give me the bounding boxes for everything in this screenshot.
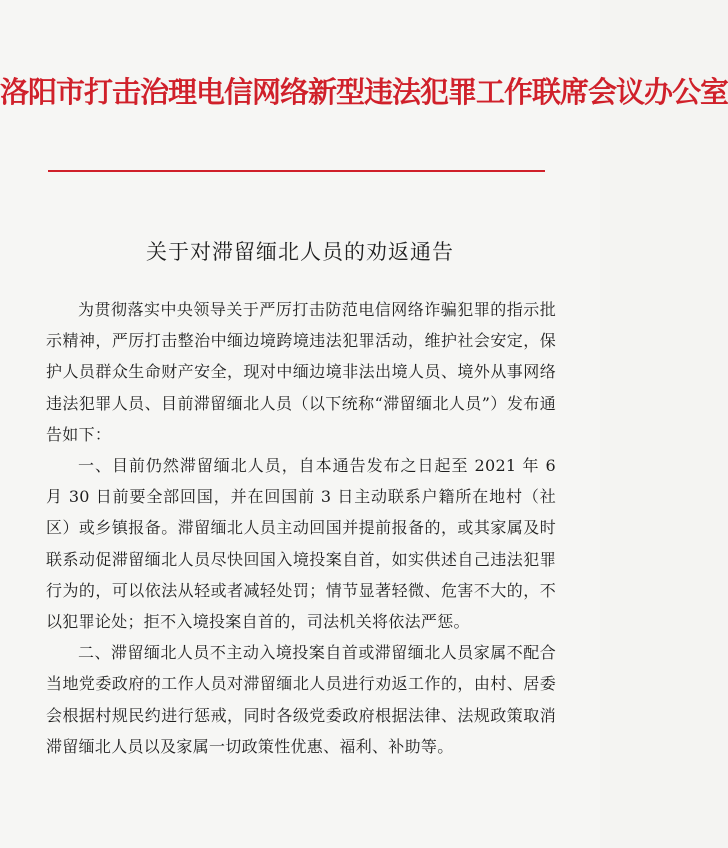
paragraph-item-2: 二、滞留缅北人员不主动入境投案自首或滞留缅北人员家属不配合当地党委政府的工作人员对滞留缅北人员进行劝返工作的，由村、居委会根据村规民约进行惩戒，同时各级党委政府根据法律、法规政策取消滞留缅北人员以及家属一切政策性优惠、福利、补助等。 bbox=[46, 643, 556, 756]
notice-title: 关于对滞留缅北人员的劝返通告 bbox=[146, 240, 454, 264]
header-divider bbox=[48, 170, 545, 172]
issuing-office-title: 洛阳市打击治理电信网络新型违法犯罪工作联席会议办公室 bbox=[0, 75, 728, 109]
notice-body bbox=[46, 294, 556, 762]
paragraph-intro: 为贯彻落实中央领导关于严厉打击防范电信网络诈骗犯罪的指示批示精神，严厉打击整治中缅边境跨境违法犯罪活动，维护社会安定，保护人员群众生命财产安全，现对中缅边境非法出境人员、境外从事网络违法犯罪人员、目前滞留缅北人员（以下统称“滞留缅北人员”）发布通告如下： bbox=[46, 300, 556, 444]
paragraph-item-1: 一、目前仍然滞留缅北人员，自本通告发布之日起至 2021 年 6 月 30 日前要全部回国，并在回国前 3 日主动联系户籍所在地村（社区）或乡镇报备。滞留缅北人员主动回国并提前报备的，或其家属及时联系动促滞留缅北人员尽快回国入境投案自首，如实供述自己违法犯罪行为的，可以依法从轻或者减轻处罚；情节显著轻微、危害不大的，不以犯罪论处；拒不入境投案自首的，司法机关将依法严惩。 bbox=[46, 456, 556, 632]
